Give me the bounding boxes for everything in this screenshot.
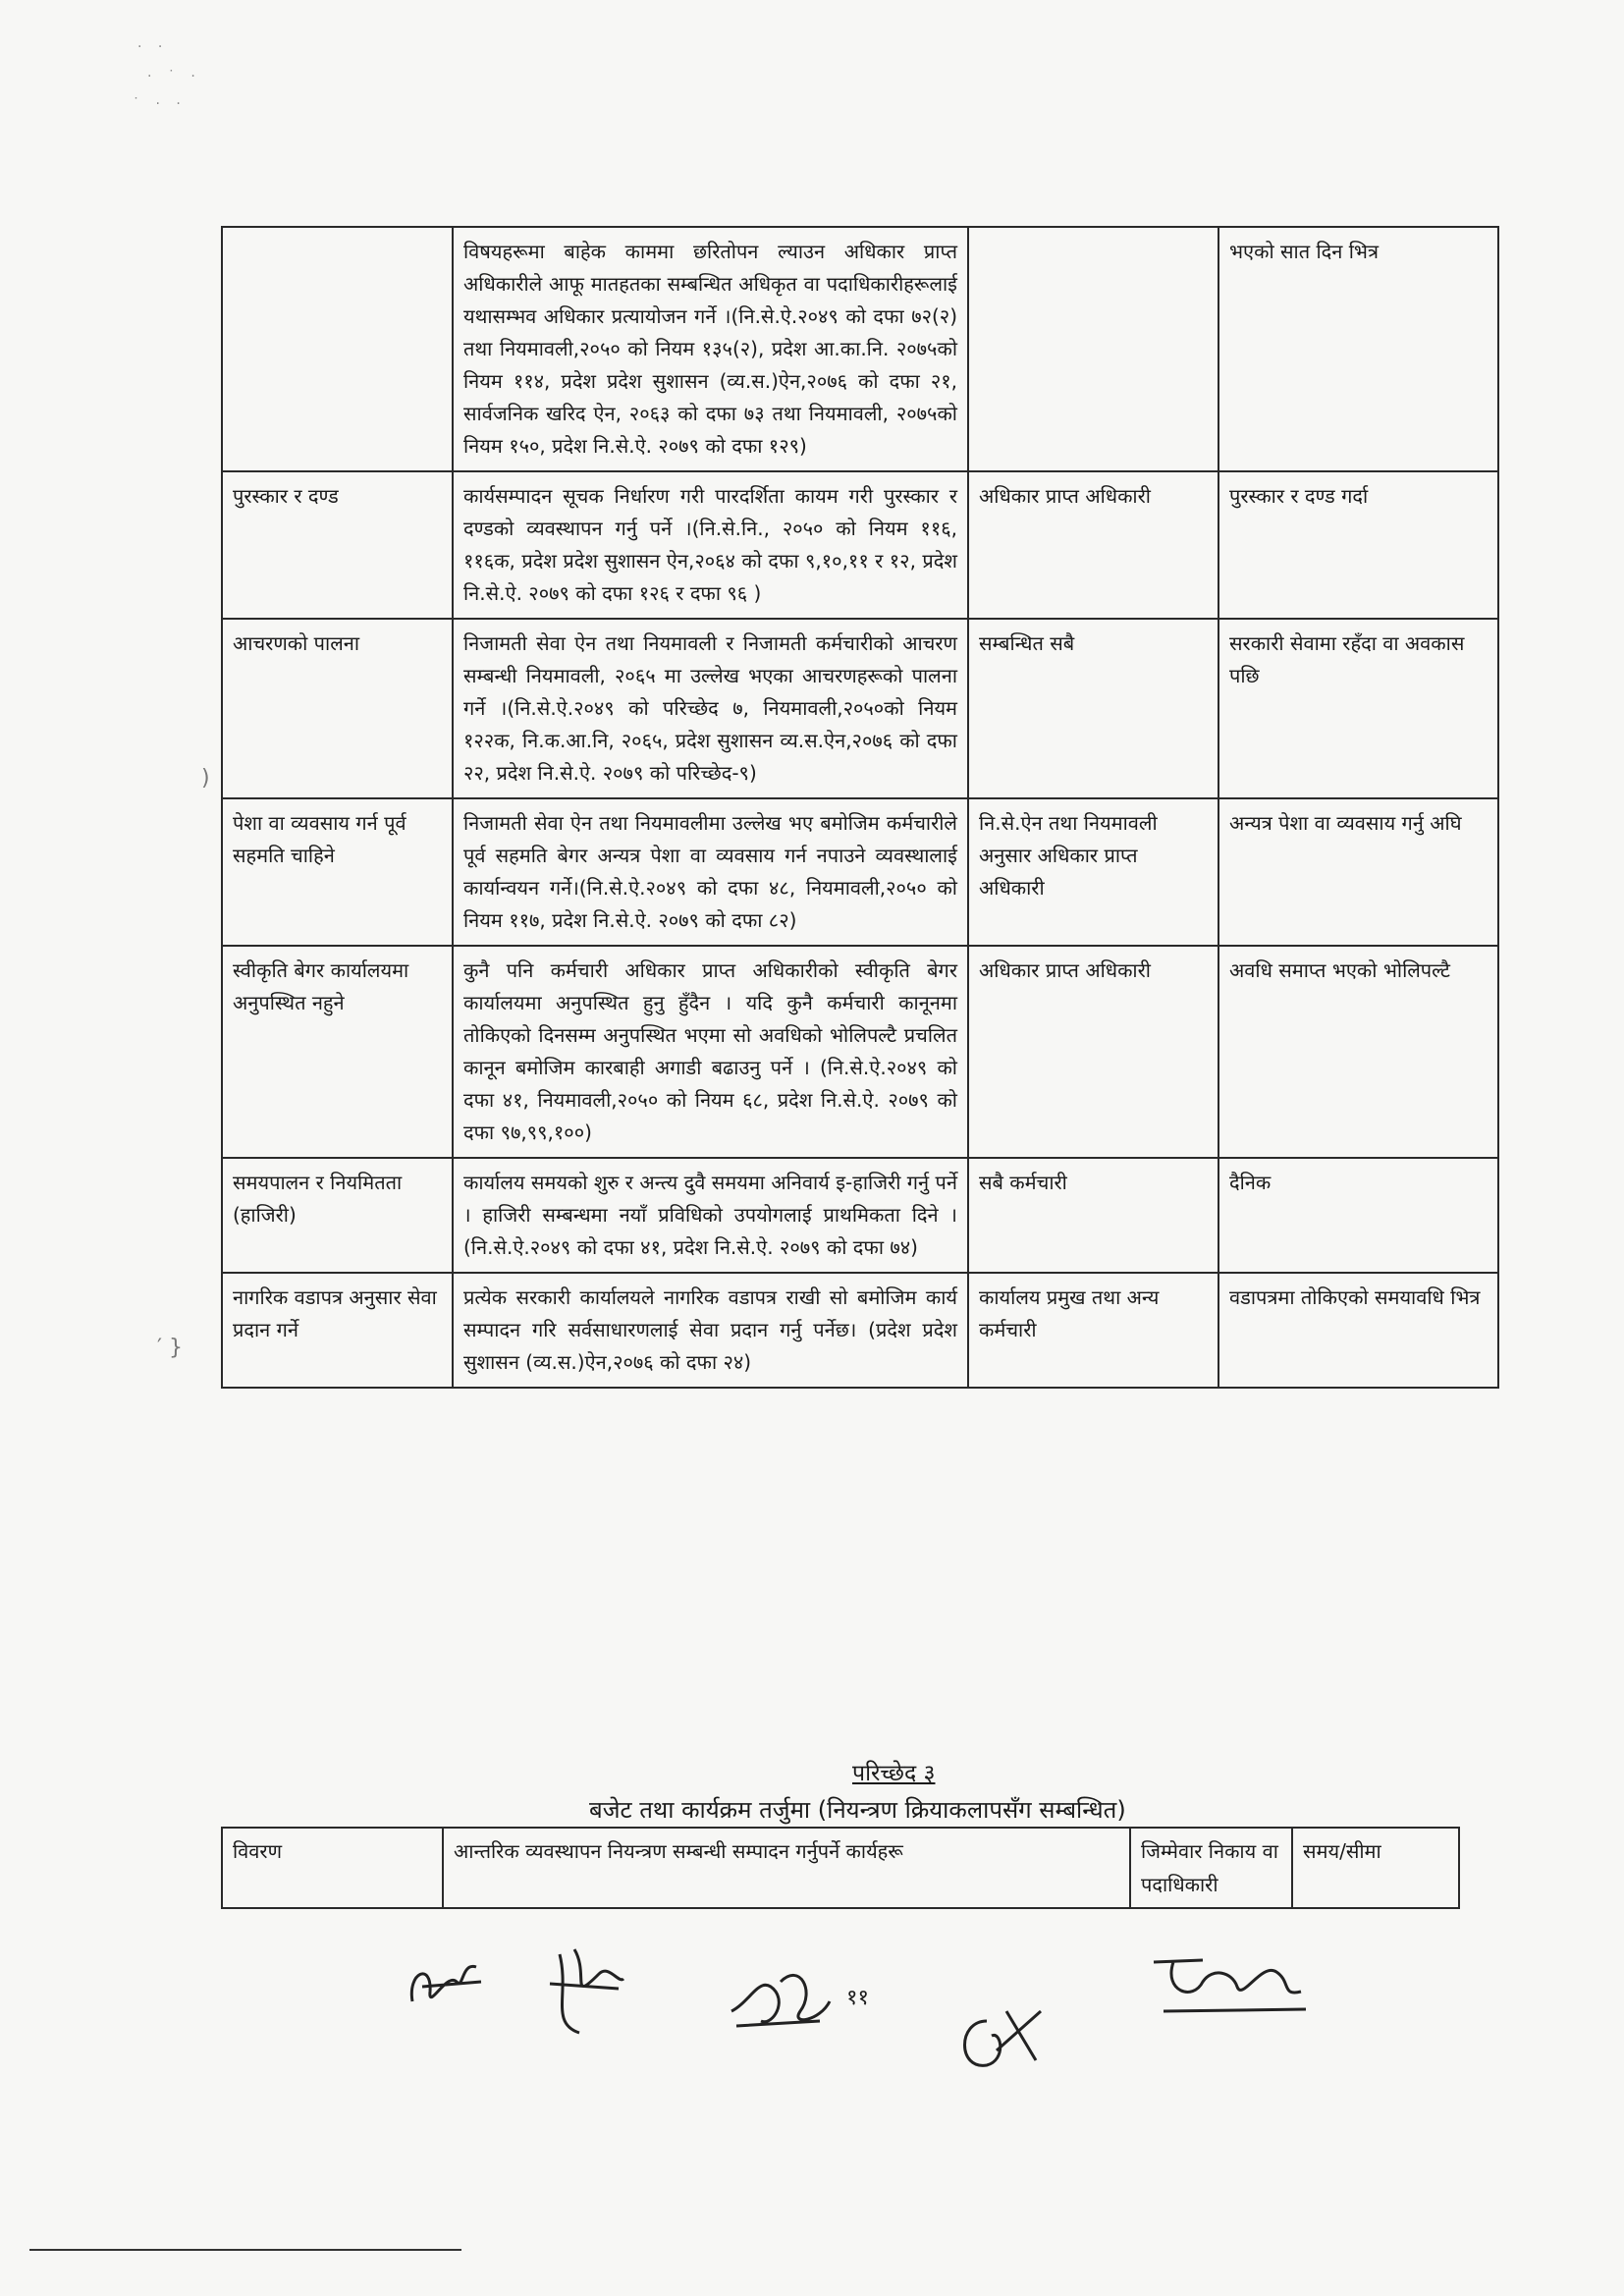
table-row bbox=[222, 1273, 1498, 1388]
time-cell: दैनिक bbox=[1218, 1158, 1498, 1273]
responsible-cell: सम्बन्धित सबै bbox=[968, 619, 1218, 798]
time-cell: सरकारी सेवामा रहँदा वा अवकास पछि bbox=[1218, 619, 1498, 798]
subject-cell bbox=[222, 227, 453, 471]
time-cell: पुरस्कार र दण्ड गर्दा bbox=[1218, 471, 1498, 619]
responsible-cell bbox=[968, 227, 1218, 471]
responsible-cell: अधिकार प्राप्त अधिकारी bbox=[968, 471, 1218, 619]
subject-cell: स्वीकृति बेगर कार्यालयमा अनुपस्थित नहुने bbox=[222, 946, 453, 1158]
subject-cell: समयपालन र नियमितता (हाजिरी) bbox=[222, 1158, 453, 1273]
column-header: विवरण bbox=[222, 1828, 443, 1908]
margin-mark: ) bbox=[201, 766, 210, 791]
responsible-cell: सबै कर्मचारी bbox=[968, 1158, 1218, 1273]
page-number: ११ bbox=[846, 1986, 869, 2010]
time-cell: अन्यत्र पेशा वा व्यवसाय गर्नु अघि bbox=[1218, 798, 1498, 946]
chapter-subtitle: बजेट तथा कार्यक्रम तर्जुमा (नियन्त्रण क्रियाकलापसँग सम्बन्धित) bbox=[589, 1796, 1126, 1824]
table-row bbox=[222, 798, 1498, 946]
table-header-row bbox=[222, 1828, 1459, 1908]
description-cell: कार्यसम्पादन सूचक निर्धारण गरी पारदर्शिता कायम गरी पुरस्कार र दण्डको व्यवस्थापन गर्नु पर्ने ।(नि.से.नि., २०५० को नियम ११६, ११६क, प्रदेश प्रदेश सुशासन ऐन,२०६४ को दफा ९,१०,११ र १२, प्रदेश नि.से.ऐ. २०७९ को दफा १२६ र दफा ९६ ) bbox=[453, 471, 968, 619]
chapter-heading: परिच्छेद ३ bbox=[852, 1761, 936, 1786]
subject-cell: पेशा वा व्यवसाय गर्न पूर्व सहमति चाहिने bbox=[222, 798, 453, 946]
time-cell: अवधि समाप्त भएको भोलिपल्टै bbox=[1218, 946, 1498, 1158]
table-row bbox=[222, 471, 1498, 619]
description-cell: कुनै पनि कर्मचारी अधिकार प्राप्त अधिकारीको स्वीकृति बेगर कार्यालयमा अनुपस्थित हुनु हुँदैन । यदि कुनै कर्मचारी कानूनमा तोकिएको दिनसम्म अनुपस्थित भएमा सो अवधिको भोलिपल्टै प्रचलित कानून बमोजिम कारबाही अगाडी बढाउनु पर्ने । (नि.से.ऐ.२०४९ को दफा ४१, नियमावली,२०५० को नियम ६८, प्रदेश नि.से.ऐ. २०७९ को दफा ९७,९९,१००) bbox=[453, 946, 968, 1158]
chapter3-header-table bbox=[221, 1827, 1460, 1909]
scan-speck: · · bbox=[137, 39, 169, 55]
responsible-cell: कार्यालय प्रमुख तथा अन्य कर्मचारी bbox=[968, 1273, 1218, 1388]
signature bbox=[403, 1942, 491, 2031]
signature bbox=[530, 1935, 638, 2043]
signature bbox=[1144, 1942, 1311, 2021]
column-header: जिम्मेवार निकाय वा पदाधिकारी bbox=[1130, 1828, 1292, 1908]
description-cell: निजामती सेवा ऐन तथा नियमावलीमा उल्लेख भए बमोजिम कर्मचारीले पूर्व सहमति बेगर अन्यत्र पेशा वा व्यवसाय गर्न नपाउने व्यवस्थालाई कार्यान्वयन गर्ने।(नि.से.ऐ.२०४९ को दफा ४८, नियमावली,२०५० को नियम ११७, प्रदेश नि.से.ऐ. २०७९ को दफा ८२) bbox=[453, 798, 968, 946]
control-activities-table bbox=[221, 226, 1499, 1389]
table-row bbox=[222, 1158, 1498, 1273]
description-cell: प्रत्येक सरकारी कार्यालयले नागरिक वडापत्र राखी सो बमोजिम कार्य सम्पादन गरि सर्वसाधारणलाई सेवा प्रदान गर्नु पर्नेछ। (प्रदेश प्रदेश सुशासन (व्य.स.)ऐन,२०७६ को दफा २४) bbox=[453, 1273, 968, 1388]
margin-mark: ′ } bbox=[157, 1336, 183, 1360]
subject-cell: नागरिक वडापत्र अनुसार सेवा प्रदान गर्ने bbox=[222, 1273, 453, 1388]
scan-speck: ˙ · · bbox=[133, 96, 187, 112]
time-cell: वडापत्रमा तोकिएको समयावधि भित्र bbox=[1218, 1273, 1498, 1388]
scan-speck: · ˙ · bbox=[147, 69, 201, 84]
description-cell: कार्यालय समयको शुरु र अन्त्य दुवै समयमा अनिवार्य इ-हाजिरी गर्नु पर्ने । हाजिरी सम्बन्धमा नयाँ प्रविधिको उपयोगलाई प्राथमिकता दिने । (नि.से.ऐ.२०४९ को दफा ४१, प्रदेश नि.से.ऐ. २०७९ को दफा ७४) bbox=[453, 1158, 968, 1273]
signature bbox=[722, 1952, 839, 2041]
table-row bbox=[222, 946, 1498, 1158]
footer-rule bbox=[29, 2249, 461, 2251]
signature bbox=[947, 1992, 1056, 2080]
table-row bbox=[222, 227, 1498, 471]
subject-cell: पुरस्कार र दण्ड bbox=[222, 471, 453, 619]
table-row bbox=[222, 619, 1498, 798]
column-header: समय/सीमा bbox=[1292, 1828, 1459, 1908]
subject-cell: आचरणको पालना bbox=[222, 619, 453, 798]
column-header: आन्तरिक व्यवस्थापन नियन्त्रण सम्बन्धी सम्पादन गर्नुपर्ने कार्यहरू bbox=[443, 1828, 1130, 1908]
responsible-cell: अधिकार प्राप्त अधिकारी bbox=[968, 946, 1218, 1158]
description-cell: विषयहरूमा बाहेक काममा छरितोपन ल्याउन अधिकार प्राप्त अधिकारीले आफू मातहतका सम्बन्धित अधिकृत वा पदाधिकारीहरूलाई यथासम्भव अधिकार प्रत्यायोजन गर्ने ।(नि.से.ऐ.२०४९ को दफा ७२(२) तथा नियमावली,२०५० को नियम १३५(२), प्रदेश आ.का.नि. २०७५को नियम ११४, प्रदेश प्रदेश सुशासन (व्य.स.)ऐन,२०७६ को दफा २१, सार्वजनिक खरिद ऐन, २०६३ को दफा ७३ तथा नियमावली, २०७५को नियम १५०, प्रदेश नि.से.ऐ. २०७९ को दफा १२९) bbox=[453, 227, 968, 471]
responsible-cell: नि.से.ऐन तथा नियमावली अनुसार अधिकार प्राप्त अधिकारी bbox=[968, 798, 1218, 946]
time-cell: भएको सात दिन भित्र bbox=[1218, 227, 1498, 471]
description-cell: निजामती सेवा ऐन तथा नियमावली र निजामती कर्मचारीको आचरण सम्बन्धी नियमावली, २०६५ मा उल्लेख भएका आचरणहरूको पालना गर्ने ।(नि.से.ऐ.२०४९ को परिच्छेद ७, नियमावली,२०५०को नियम १२२क, नि.क.आ.नि, २०६५, प्रदेश सुशासन व्य.स.ऐन,२०७६ को दफा २२, प्रदेश नि.से.ऐ. २०७९ को परिच्छेद-९) bbox=[453, 619, 968, 798]
